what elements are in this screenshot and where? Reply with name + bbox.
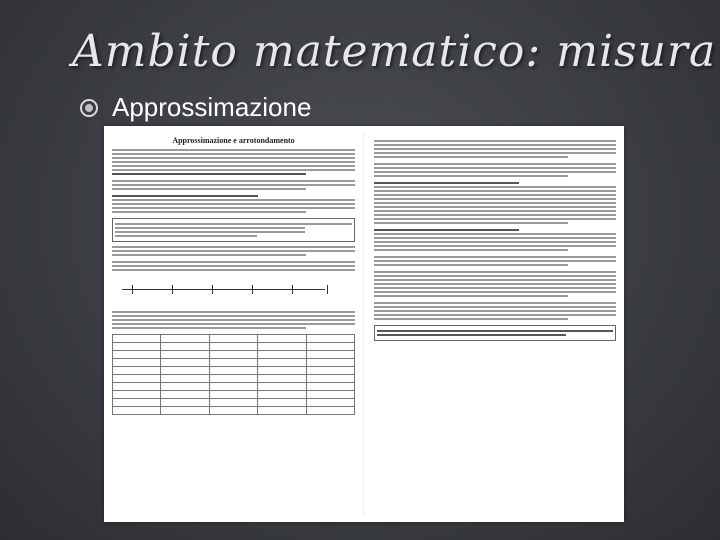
rule-box (112, 218, 355, 242)
document-page-right (366, 132, 624, 516)
text-block (374, 256, 616, 266)
text-block (374, 140, 616, 158)
text-block (374, 271, 616, 297)
text-block (112, 261, 355, 271)
rule-box (374, 325, 616, 341)
document-page-left (104, 132, 364, 516)
text-block (112, 311, 355, 329)
document-image (104, 126, 624, 522)
text-block (374, 229, 616, 251)
text-block (374, 163, 616, 177)
text-block (112, 246, 355, 256)
bullet-label: Approssimazione (112, 92, 312, 122)
document-heading: Approssimazione e arrotondamento (172, 136, 295, 145)
slide-title: Ambito matematico: misura (72, 26, 717, 77)
examples-table (112, 334, 355, 415)
text-block (374, 302, 616, 320)
text-block (112, 180, 355, 190)
bullet-item (80, 92, 311, 123)
text-block (112, 149, 355, 175)
bullet-icon (80, 99, 98, 117)
text-block (374, 182, 616, 224)
text-block (112, 195, 355, 213)
number-line-figure (112, 277, 355, 305)
